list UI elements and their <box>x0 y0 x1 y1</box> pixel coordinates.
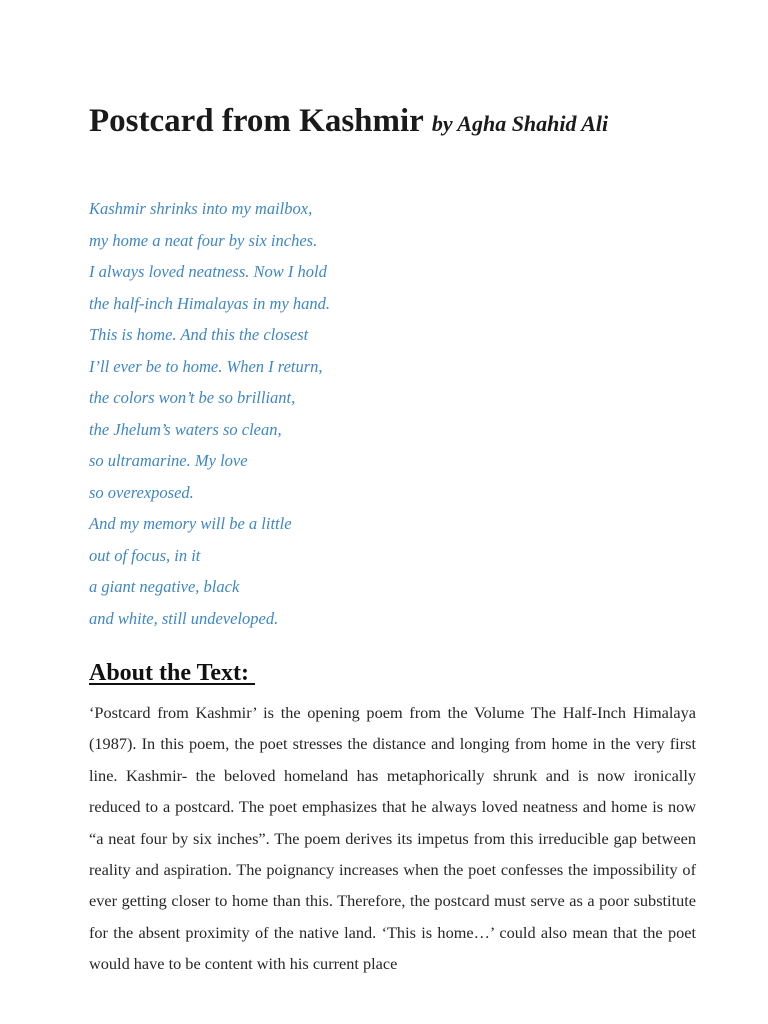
poem-line: And my memory will be a little <box>89 514 292 533</box>
poem-line: and white, still undeveloped. <box>89 608 279 628</box>
author-byline: by Agha Shahid Ali <box>431 111 609 136</box>
poem-text <box>89 196 330 637</box>
poem-line: This is home. And this the closest <box>89 325 309 344</box>
poem-line: a giant negative, black <box>89 577 240 596</box>
poem-line: out of focus, in it <box>89 545 201 565</box>
poem-line: the colors won’t be so brilliant, <box>89 388 296 407</box>
section-heading-about: About the Text: <box>89 660 256 686</box>
poem-line: I always loved neatness. Now I hold <box>89 262 327 281</box>
title-line <box>89 103 608 140</box>
poem-line: so ultramarine. My love <box>89 451 248 470</box>
poem-line: so overexposed. <box>89 482 194 502</box>
poem-line: the Jhelum’s waters so clean, <box>89 419 282 439</box>
poem-line: the half-inch Himalayas in my hand. <box>89 293 331 313</box>
about-paragraph: ‘Postcard from Kashmir’ is the opening poem from the Volume The Half-Inch Himalaya (1987). In this poem, the poet stresses the distance and longing from home in the very first line. Kashmir- the beloved homeland has metaphorically shrunk and is now ironically reduced to a postcard. The poet emphasizes that he always loved neatness and home is now “a neat four by six inches”. The poem derives its impetus from this irreducible gap between reality and aspiration. The poignancy increases when the poet confesses the impossibility of ever getting closer to home than this. Therefore, the postcard must serve as a poor substitute for the absent proximity of the native land. ‘This is home…’ could also mean that the poet would have to be content with his current place <box>89 703 696 974</box>
poem-line: I’ll ever be to home. When I return, <box>89 356 323 376</box>
poem-line: Kashmir shrinks into my mailbox, <box>89 199 313 218</box>
poem-line: my home a neat four by six inches. <box>89 230 318 250</box>
poem-title: Postcard from Kashmir <box>89 103 424 139</box>
